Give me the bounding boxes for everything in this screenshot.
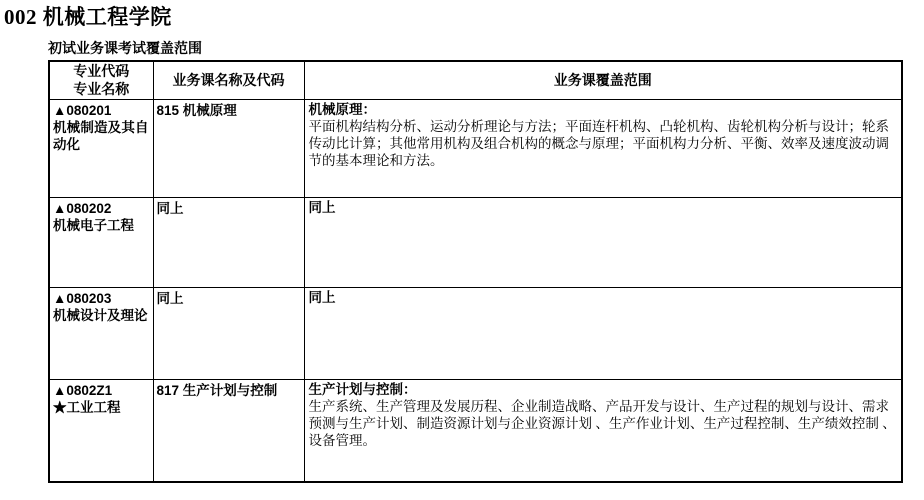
- coverage-body: 平面机构结构分析、运动分析理论与方法；平面连杆机构、凸轮机构、齿轮机构分析与设计；轮系传动比计算；其他常用机构及组合机构的概念与原理；平面机构力分析、平衡、效率及速度波动调节的基本理论和方法。: [308, 118, 889, 168]
- major-code: ▲080202: [53, 200, 112, 216]
- coverage-cell: [304, 379, 902, 482]
- header-coverage-scope: 业务课覆盖范围: [304, 61, 902, 99]
- major-cell: [49, 379, 153, 482]
- coverage-cell: [304, 287, 902, 379]
- header-major-code-line: 专业代码: [73, 63, 130, 80]
- coverage-title: 机械原理：: [308, 101, 376, 117]
- coverage-cell: [304, 99, 902, 197]
- course-cell: 815 机械原理: [153, 99, 304, 197]
- major-code: ▲080203: [53, 290, 112, 306]
- major-name: 机械制造及其自动化: [53, 119, 149, 152]
- course-cell: 同上: [153, 197, 304, 287]
- course-cell: 817 生产计划与控制: [153, 379, 304, 482]
- coverage-body: 生产系统、生产管理及发展历程、企业制造战略、产品开发与设计、生产过程的规划与设计、需求预测与生产计划、制造资源计划与企业资源计划 、生产作业计划、生产过程控制、生产绩效控制 、设备管理。: [308, 398, 896, 448]
- coverage-title: 同上: [308, 289, 336, 305]
- course-cell: 同上: [153, 287, 304, 379]
- coverage-title: 同上: [308, 199, 336, 215]
- header-major-name-line: 专业名称: [73, 81, 130, 98]
- table-row: [49, 287, 902, 379]
- coverage-table: [48, 60, 903, 483]
- major-name: ★工业工程: [53, 399, 121, 415]
- header-major-code-name: [49, 61, 153, 99]
- page-title: 002 机械工程学院: [4, 5, 172, 29]
- major-cell: [49, 287, 153, 379]
- major-cell: [49, 99, 153, 197]
- header-course-name-code: 业务课名称及代码: [153, 61, 304, 99]
- major-name: 机械电子工程: [53, 217, 134, 233]
- major-code: ▲0802Z1: [53, 382, 113, 398]
- table-caption: 初试业务课考试覆盖范围: [48, 40, 202, 56]
- major-code: ▲080201: [53, 102, 112, 118]
- coverage-title: 生产计划与控制：: [308, 381, 417, 397]
- table-row: [49, 99, 902, 197]
- document-page: [0, 5, 924, 483]
- table-row: [49, 379, 902, 482]
- table-header-row: [49, 61, 902, 99]
- major-name: 机械设计及理论: [53, 307, 148, 323]
- table-row: [49, 197, 902, 287]
- major-cell: [49, 197, 153, 287]
- coverage-cell: [304, 197, 902, 287]
